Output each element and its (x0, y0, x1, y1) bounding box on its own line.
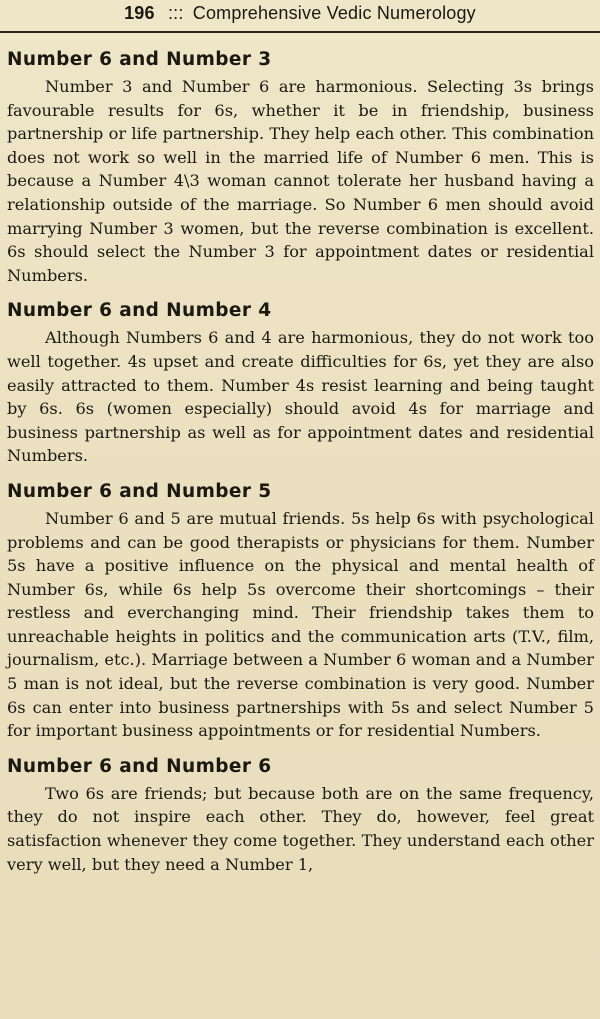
section-number-6-and-3 (7, 47, 594, 287)
section-heading: Number 6 and Number 6 (7, 755, 272, 777)
section-paragraph: Number 6 and 5 are mutual friends. 5s help 6s with psychological problems and can be good therapists or physicians for them. Number 5s have a positive influence on the physical and mental health of Number 6s, while 6s help 5s overcome their shortcomings – their restless and everchanging mind. Their friendship takes them to unreachable heights in politics and the communication arts (T.V., film, journalism, etc.). Marriage between a Number 6 woman and a Number 5 man is not ideal, but the reverse combination is very good. Number 6s can enter into business partnerships with 5s and select Number 5 for important business appointments or for residential Numbers. (7, 508, 594, 741)
header-separator: ::: (167, 3, 184, 23)
section-heading: Number 6 and Number 5 (7, 480, 272, 502)
section-paragraph: Although Numbers 6 and 4 are harmonious, they do not work too well together. 4s upset and create difficulties for 6s, yet they are also easily attracted to them. Number 4s resist learning and being taught by 6s. 6s (women especially) should avoid 4s for marriage and business partnership as well as for appointment dates and residential Numbers. (7, 328, 594, 466)
section-paragraph: Number 3 and Number 6 are harmonious. Selecting 3s brings favourable results for 6s, whether it be in friendship, business partnership or life partnership. They help each other. This combination does not work so well in the married life of Number 6 men. This is because a Number 4\3 woman cannot tolerate her husband having a relationship outside of the marriage. So Number 6 men should avoid marrying Number 3 women, but the reverse combination is excellent. 6s should select the Number 3 for appointment dates or residential Numbers. (7, 77, 594, 285)
running-header (0, 0, 600, 34)
section-number-6-and-6 (7, 754, 594, 876)
section-heading: Number 6 and Number 4 (7, 300, 272, 322)
section-paragraph: Two 6s are friends; but because both are on the same frequency, they do not inspire each other. They do, however, feel great satisfaction whenever they come together. They understand each other very well, but they need a Number 1, (7, 783, 594, 874)
section-number-6-and-5 (7, 479, 594, 743)
section-heading: Number 6 and Number 3 (7, 49, 272, 70)
header-rule (0, 31, 600, 33)
section-number-6-and-4 (7, 298, 594, 468)
book-title: Comprehensive Vedic Numerology (192, 3, 476, 23)
page-content (7, 47, 594, 876)
page-number: 196 (124, 3, 155, 23)
